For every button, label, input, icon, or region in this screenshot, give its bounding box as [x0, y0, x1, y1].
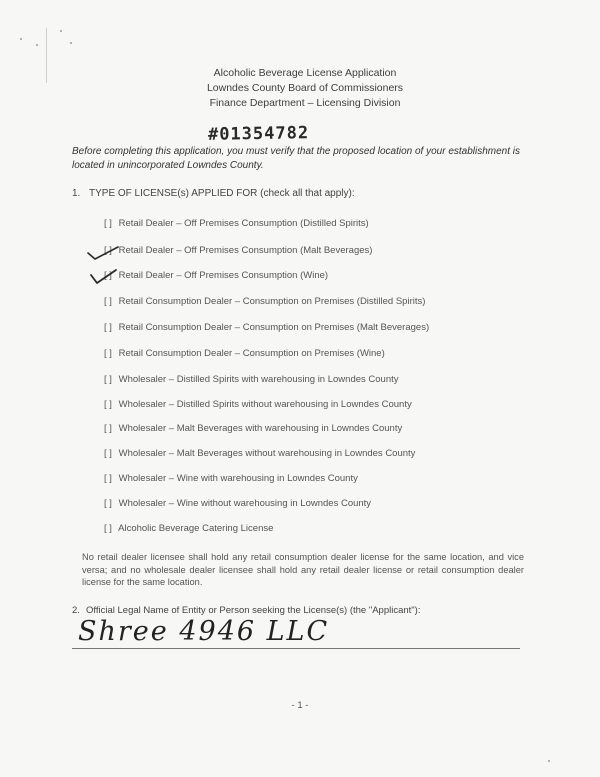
intro-instructions: Before completing this application, you must verify that the proposed location of your establishment is located in unincorporated Lowndes County.: [72, 146, 521, 171]
license-option-consumption-wine[interactable]: [ ] Retail Consumption Dealer – Consumption on Premises (Wine): [104, 348, 385, 359]
license-option-retail-off-malt[interactable]: [ ] Retail Dealer – Off Premises Consumption (Malt Beverages): [104, 245, 373, 256]
document-header: [0, 66, 600, 111]
license-option-wholesale-malt-without[interactable]: [ ] Wholesaler – Malt Beverages without warehousing in Lowndes County: [104, 448, 416, 459]
header-department: Finance Department – Licensing Division: [209, 97, 401, 109]
checkbox[interactable]: [ ]: [104, 473, 112, 484]
scan-speck: [20, 38, 22, 40]
checkbox[interactable]: [ ]: [104, 296, 112, 307]
scan-speck: [548, 760, 550, 762]
question-2: [72, 605, 420, 616]
license-option-wholesale-distilled-without[interactable]: [ ] Wholesaler – Distilled Spirits without warehousing in Lowndes County: [104, 399, 412, 410]
license-option-wholesale-wine-without[interactable]: [ ] Wholesaler – Wine without warehousing in Lowndes County: [104, 498, 372, 509]
checkbox[interactable]: [ ]: [104, 423, 112, 434]
license-option-consumption-malt[interactable]: [ ] Retail Consumption Dealer – Consumption on Premises (Malt Beverages): [104, 322, 430, 333]
checkbox[interactable]: [ ]: [104, 270, 112, 281]
license-option-retail-off-distilled[interactable]: [ ] Retail Dealer – Off Premises Consumption (Distilled Spirits): [104, 218, 369, 229]
checkbox[interactable]: [ ]: [104, 374, 112, 385]
header-board: Lowndes County Board of Commissioners: [206, 82, 404, 94]
license-restriction-note: No retail dealer licensee shall hold any retail consumption dealer license for the same location, and vice versa; and no wholesale dealer licensee shall hold any retail dealer license or retail consumption dealer license for the same location.: [82, 552, 524, 587]
license-option-wholesale-wine-with[interactable]: [ ] Wholesaler – Wine with warehousing in Lowndes County: [104, 473, 358, 484]
checkbox[interactable]: [ ]: [104, 399, 112, 410]
checkbox[interactable]: [ ]: [104, 498, 112, 509]
checkbox[interactable]: [ ]: [104, 448, 112, 459]
page-number: - 1 -: [291, 700, 309, 711]
license-option-consumption-distilled[interactable]: [ ] Retail Consumption Dealer – Consumption on Premises (Distilled Spirits): [104, 296, 426, 307]
checkbox[interactable]: [ ]: [104, 218, 112, 229]
question-2-number: 2.: [72, 605, 80, 616]
scan-speck: [36, 44, 38, 46]
license-option-wholesale-malt-with[interactable]: [ ] Wholesaler – Malt Beverages with warehousing in Lowndes County: [104, 423, 403, 434]
question-1-label: TYPE OF LICENSE(s) APPLIED FOR (check all that apply):: [89, 188, 355, 199]
question-1: [72, 188, 355, 199]
license-option-retail-off-wine[interactable]: [ ] Retail Dealer – Off Premises Consumption (Wine): [104, 270, 329, 281]
application-number: #01354782: [207, 123, 310, 145]
scan-speck: [60, 30, 62, 32]
header-title: Alcoholic Beverage License Application: [213, 67, 397, 79]
question-2-label: Official Legal Name of Entity or Person seeking the License(s) (the "Applicant"):: [86, 605, 421, 616]
checkbox[interactable]: [ ]: [104, 523, 112, 534]
applicant-name-handwritten[interactable]: Shree 4946 LLC: [78, 616, 330, 647]
license-option-wholesale-distilled-with[interactable]: [ ] Wholesaler – Distilled Spirits with warehousing in Lowndes County: [104, 374, 399, 385]
checkbox[interactable]: [ ]: [104, 322, 112, 333]
scan-speck: [70, 42, 72, 44]
checkbox[interactable]: [ ]: [104, 348, 112, 359]
license-option-catering[interactable]: [ ] Alcoholic Beverage Catering License: [104, 523, 274, 534]
applicant-name-line: [72, 648, 520, 649]
question-1-number: 1.: [72, 188, 81, 199]
checkmark-icon: [86, 268, 120, 286]
checkmark-icon: [86, 244, 120, 262]
checkbox[interactable]: [ ]: [104, 245, 112, 256]
